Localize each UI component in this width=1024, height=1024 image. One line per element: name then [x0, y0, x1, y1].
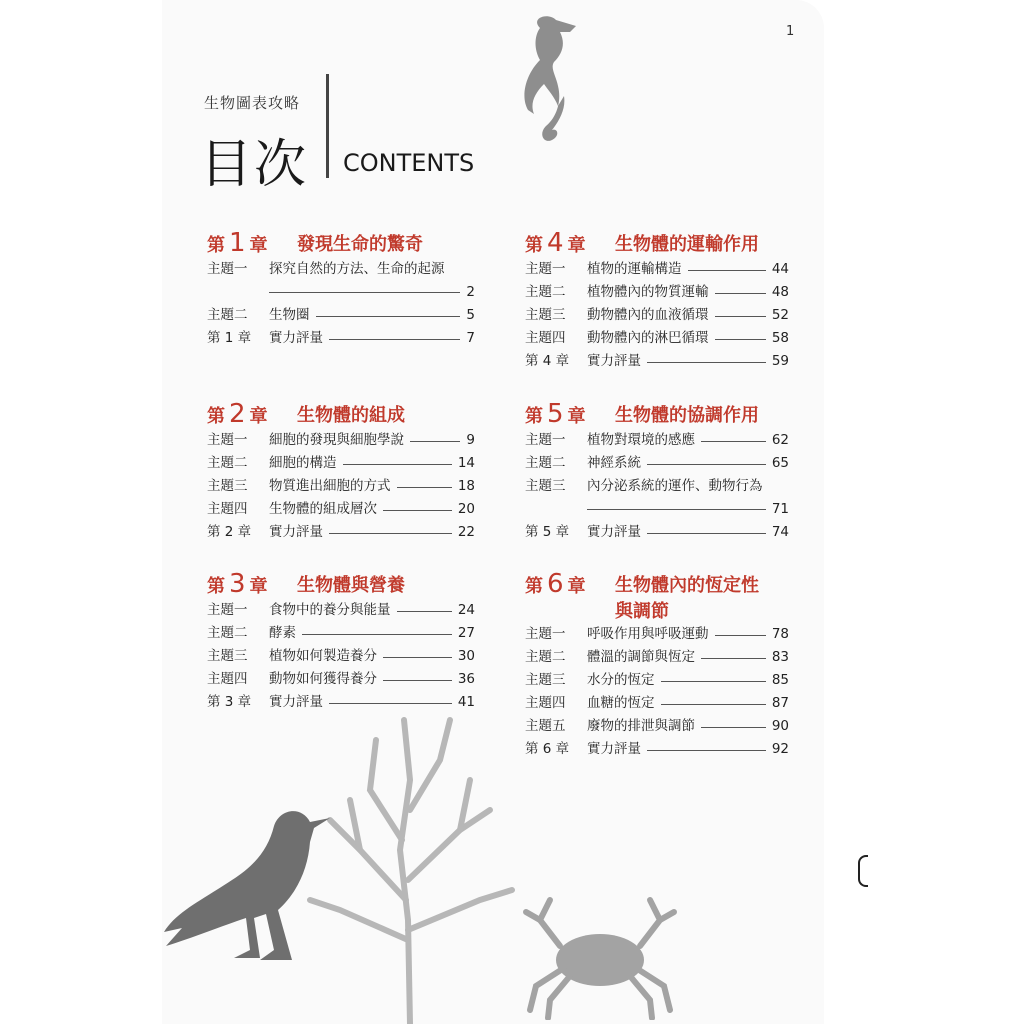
topic-tag: 第 1 章: [207, 330, 252, 346]
page-ref: 48: [766, 281, 789, 304]
topic-tag: 主題二: [525, 284, 566, 300]
topic-tag: 主題一: [525, 626, 566, 642]
toc-entry[interactable]: [207, 521, 475, 544]
page-ref: 90: [766, 715, 789, 738]
topic-name: 物質進出細胞的方式: [269, 475, 397, 498]
topic-name: 酵素: [269, 622, 302, 645]
title-divider: [326, 74, 329, 178]
chapter-heading[interactable]: [207, 565, 475, 599]
chapter-3-block: [207, 565, 475, 714]
topic-name: 食物中的養分與能量: [269, 599, 397, 622]
toc-entry[interactable]: [525, 738, 789, 761]
chapter-label: 第 1 章: [207, 228, 268, 258]
topic-name: 內分泌系統的運作、動物行為: [587, 475, 769, 498]
toc-entry[interactable]: [207, 429, 475, 452]
topic-name: 實力評量: [269, 327, 329, 350]
toc-entry[interactable]: [525, 669, 789, 692]
toc-entry[interactable]: [525, 715, 789, 738]
chapter-title: 生物體與營養: [297, 575, 405, 596]
chapter-label: 第 4 章: [525, 228, 586, 258]
chapter-6-block: [525, 565, 789, 761]
page-title-english: CONTENTS: [343, 149, 475, 177]
topic-name: 體溫的調節與恆定: [587, 646, 701, 669]
topic-tag: 主題一: [525, 432, 566, 448]
toc-entry[interactable]: [525, 452, 789, 475]
toc-entry[interactable]: [525, 350, 789, 373]
toc-entry[interactable]: [525, 521, 789, 544]
page-ref: 85: [766, 669, 789, 692]
toc-entry[interactable]: [207, 327, 475, 350]
topic-tag: 主題二: [207, 307, 248, 323]
tree-icon: [300, 700, 520, 1024]
chapter-label: 第 5 章: [525, 399, 586, 429]
chapter-label: 第 6 章: [525, 569, 586, 599]
page-ref: 44: [766, 258, 789, 281]
topic-tag: 主題三: [207, 648, 248, 664]
chapter-title: 生物體的組成: [297, 405, 405, 426]
topic-name: 生物體的組成層次: [269, 498, 383, 521]
toc-entry[interactable]: [207, 691, 475, 714]
topic-tag: 主題三: [525, 307, 566, 323]
toc-entry[interactable]: [525, 429, 789, 452]
toc-entry[interactable]: [525, 327, 789, 350]
topic-name: 實力評量: [269, 691, 329, 714]
topic-name: 植物對環境的感應: [587, 429, 701, 452]
chapter-2-block: [207, 395, 475, 544]
page-ref: 7: [460, 327, 475, 350]
chapter-5-block: [525, 395, 789, 544]
topic-name: 細胞的發現與細胞學說: [269, 429, 410, 452]
page-ref: 59: [766, 350, 789, 373]
topic-name: 動物如何獲得養分: [269, 668, 383, 691]
chapter-heading[interactable]: [525, 224, 789, 258]
chapter-title: 生物體內的恆定性: [615, 575, 759, 596]
page-ref: 27: [452, 622, 475, 645]
dot-leader: [587, 509, 789, 510]
toc-entry[interactable]: [207, 258, 475, 304]
topic-tag: 主題三: [525, 672, 566, 688]
toc-entry[interactable]: [207, 599, 475, 622]
crab-icon: [520, 890, 680, 1020]
toc-entry[interactable]: [525, 258, 789, 281]
page-ref: 58: [766, 327, 789, 350]
topic-tag: 第 6 章: [525, 741, 570, 757]
topic-tag: 主題四: [525, 330, 566, 346]
topic-name: 植物體內的物質運輸: [587, 281, 715, 304]
topic-name: 水分的恆定: [587, 669, 661, 692]
page-ref: 9: [460, 429, 475, 452]
topic-name: 實力評量: [269, 521, 329, 544]
toc-entry[interactable]: [207, 304, 475, 327]
topic-tag: 主題四: [207, 671, 248, 687]
page-ref: 52: [766, 304, 789, 327]
toc-entry[interactable]: [207, 498, 475, 521]
topic-name: 呼吸作用與呼吸運動: [587, 623, 715, 646]
page-ref: 92: [766, 738, 789, 761]
page-ref: 65: [766, 452, 789, 475]
topic-name: 動物體內的淋巴循環: [587, 327, 715, 350]
topic-tag: 第 3 章: [207, 694, 252, 710]
page-ref: 5: [460, 304, 475, 327]
page-ref: 22: [452, 521, 475, 544]
chapter-heading[interactable]: [525, 565, 789, 623]
chapter-heading[interactable]: [207, 395, 475, 429]
page-ref: 36: [452, 668, 475, 691]
topic-name: 實力評量: [587, 350, 647, 373]
toc-entry[interactable]: [525, 623, 789, 646]
toc-entry[interactable]: [207, 645, 475, 668]
topic-tag: 主題一: [525, 261, 566, 277]
page-ref: 14: [452, 452, 475, 475]
topic-name: 實力評量: [587, 738, 647, 761]
topic-tag: 主題四: [207, 501, 248, 517]
topic-tag: 主題一: [207, 602, 248, 618]
topic-tag: 主題一: [207, 432, 248, 448]
topic-name: 實力評量: [587, 521, 647, 544]
chapter-4-block: [525, 224, 789, 373]
topic-name: 動物體內的血液循環: [587, 304, 715, 327]
dot-leader: [269, 292, 475, 293]
seahorse-icon: [500, 10, 590, 150]
page-ref: 41: [452, 691, 475, 714]
toc-entry[interactable]: [525, 281, 789, 304]
topic-tag: 主題四: [525, 695, 566, 711]
page-ref: 71: [766, 498, 789, 521]
topic-name: 生物圈: [269, 304, 316, 327]
topic-tag: 主題二: [525, 455, 566, 471]
topic-tag: 主題五: [525, 718, 566, 734]
page-number: 1: [786, 24, 795, 39]
chapter-title-line2: 與調節: [615, 601, 669, 622]
page-ref: 18: [452, 475, 475, 498]
topic-tag: 主題一: [207, 261, 248, 277]
page-ref: 83: [766, 646, 789, 669]
chapter-label: 第 2 章: [207, 399, 268, 429]
topic-name: 植物如何製造養分: [269, 645, 383, 668]
series-name: 生物圖表攻略: [204, 94, 301, 112]
left-margin: [0, 0, 162, 1024]
toc-entry[interactable]: [525, 475, 789, 521]
page-title: 目次: [200, 135, 309, 195]
topic-tag: 主題三: [207, 478, 248, 494]
topic-tag: 第 2 章: [207, 524, 252, 540]
toc-entry[interactable]: [207, 668, 475, 691]
topic-tag: 主題三: [525, 478, 566, 494]
page-ref: 2: [460, 281, 475, 304]
right-margin: [824, 0, 1024, 1024]
toc-entry[interactable]: [207, 622, 475, 645]
page-ref: 78: [766, 623, 789, 646]
toc-entry[interactable]: [525, 692, 789, 715]
chapter-1-block: [207, 224, 475, 350]
topic-name: 植物的運輸構造: [587, 258, 688, 281]
binding-edge-mark: [858, 855, 868, 887]
page-ref: 74: [766, 521, 789, 544]
page-ref: 24: [452, 599, 475, 622]
toc-entry[interactable]: [525, 304, 789, 327]
topic-tag: 主題二: [207, 625, 248, 641]
topic-name: 神經系統: [587, 452, 647, 475]
topic-tag: 主題二: [525, 649, 566, 665]
page-ref: 30: [452, 645, 475, 668]
toc-entry[interactable]: [207, 475, 475, 498]
chapter-title: 發現生命的驚奇: [297, 234, 423, 255]
chapter-heading[interactable]: [525, 395, 789, 429]
toc-entry[interactable]: [207, 452, 475, 475]
chapter-title: 生物體的運輸作用: [615, 234, 759, 255]
page-ref: 20: [452, 498, 475, 521]
topic-name: 探究自然的方法、生命的起源: [269, 258, 451, 281]
bird-icon: [162, 800, 332, 970]
topic-tag: 主題二: [207, 455, 248, 471]
page-ref: 87: [766, 692, 789, 715]
page-ref: 62: [766, 429, 789, 452]
chapter-label: 第 3 章: [207, 569, 268, 599]
topic-name: 血糖的恆定: [587, 692, 661, 715]
topic-tag: 第 4 章: [525, 353, 570, 369]
chapter-heading[interactable]: [207, 224, 475, 258]
topic-name: 廢物的排泄與調節: [587, 715, 701, 738]
toc-entry[interactable]: [525, 646, 789, 669]
chapter-title: 生物體的協調作用: [615, 405, 759, 426]
topic-tag: 第 5 章: [525, 524, 570, 540]
topic-name: 細胞的構造: [269, 452, 343, 475]
